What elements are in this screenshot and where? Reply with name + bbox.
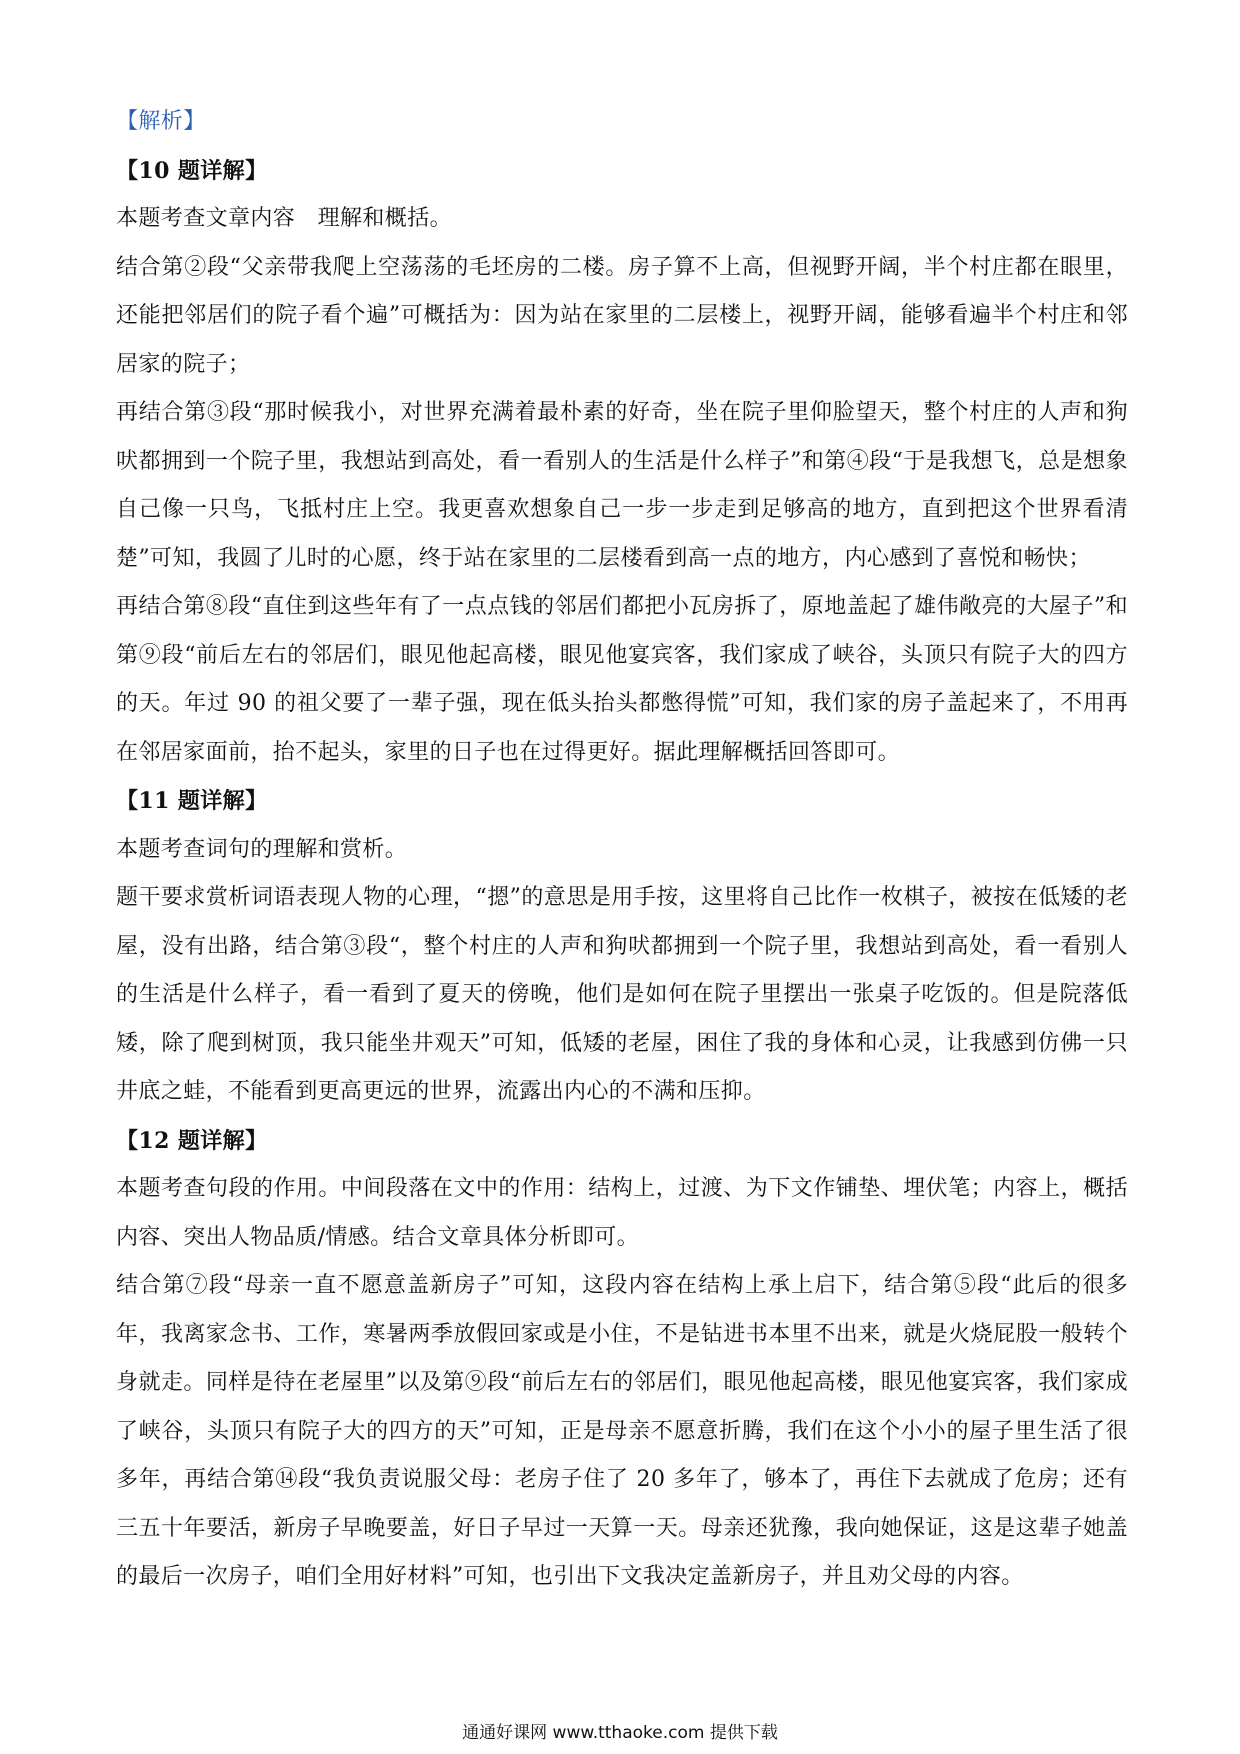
paragraph: 结合第②段“父亲带我爬上空荡荡的毛坯房的二楼。房子算不上高，但视野开阔，半个村庄都在眼里，还能把邻居们的院子看个遍”可概括为：因为站在家里的二层楼上，视野开阔，能够看遍半个村庄和邻居家的院子； [116,254,1128,377]
section-heading: 【10 题详解】 [116,157,268,184]
section-heading: 【12 题详解】 [116,1127,268,1154]
paragraph: 题干要求赏析词语表现人物的心理，“摁”的意思是用手按，这里将自己比作一枚棋子，被按在低矮的老屋，没有出路，结合第③段“，整个村庄的人声和狗吠都拥到一个院子里，我想站到高处，看一看别人的生活是什么样子，看一看到了夏天的傍晚，他们是如何在院子里摆出一张桌子吃饭的。但是院落低矮，除了爬到树顶，我只能坐井观天”可知，低矮的老屋，困住了我的身体和心灵，让我感到仿佛一只井底之蛙，不能看到更高更远的世界，流露出内心的不满和压抑。 [116,885,1128,1104]
paragraph: 再结合第⑧段“直住到这些年有了一点点钱的邻居们都把小瓦房拆了，原地盖起了雄伟敞亮的大屋子”和第⑨段“前后左右的邻居们，眼见他起高楼，眼见他宴宾客，我们家成了峡谷，头顶只有院子大的四方的天。年过 90 的祖父要了一辈子强，现在低头抬头都憋得慌”可知，我们家的房子盖起来了，不用再在邻居家面前，抬不起头，家里的日子也在过得更好。据此理解概括回答即可。 [116,594,1128,765]
paragraph: 本题考查句段的作用。中间段落在文中的作用：结构上，过渡、为下文作铺垫、埋伏笔；内容上，概括内容、突出人物品质/情感。结合文章具体分析即可。 [116,1176,1128,1250]
paragraph: 再结合第③段“那时候我小，对世界充满着最朴素的好奇，坐在院子里仰脸望天，整个村庄的人声和狗吠都拥到一个院子里，我想站到高处，看一看别人的生活是什么样子”和第④段“于是我想飞，总是想象自己像一只鸟，飞抵村庄上空。我更喜欢想象自己一步一步走到足够高的地方，直到把这个世界看清楚”可知，我圆了儿时的心愿，终于站在家里的二层楼看到高一点的地方，内心感到了喜悦和畅快； [116,400,1128,571]
page-footer: 通通好课网 www.tthaoke.com 提供下载 [462,1723,778,1743]
paragraph: 本题考查文章内容 理解和概括。 [116,206,453,231]
analysis-label: 【解析】 [116,109,206,134]
section-q11 [116,777,1128,1117]
paragraph: 结合第⑦段“母亲一直不愿意盖新房子”可知，这段内容在结构上承上启下，结合第⑤段“此后的很多年，我离家念书、工作，寒暑两季放假回家或是小住，不是钻进书本里不出来，就是火烧屁股一般转个身就走。同样是待在老屋里”以及第⑨段“前后左右的邻居们，眼见他起高楼，眼见他宴宾客，我们家成了峡谷，头顶只有院子大的四方的天”可知，正是母亲不愿意折腾，我们在这个小小的屋子里生活了很多年，再结合第⑭段“我负责说服父母：老房子住了 20 多年了，够本了，再住下去就成了危房；还有三五十年要活，新房子早晚要盖，好日子早过一天算一天。母亲还犹豫，我向她保证，这是这辈子她盖的最后一次房子，咱们全用好材料”可知，也引出下文我决定盖新房子，并且劝父母的内容。 [116,1273,1128,1589]
paragraph: 本题考查词句的理解和赏析。 [116,836,408,862]
section-heading: 【11 题详解】 [116,788,268,814]
section-q10 [116,147,1128,778]
document-body [116,98,1128,1602]
section-q12 [116,1117,1128,1602]
